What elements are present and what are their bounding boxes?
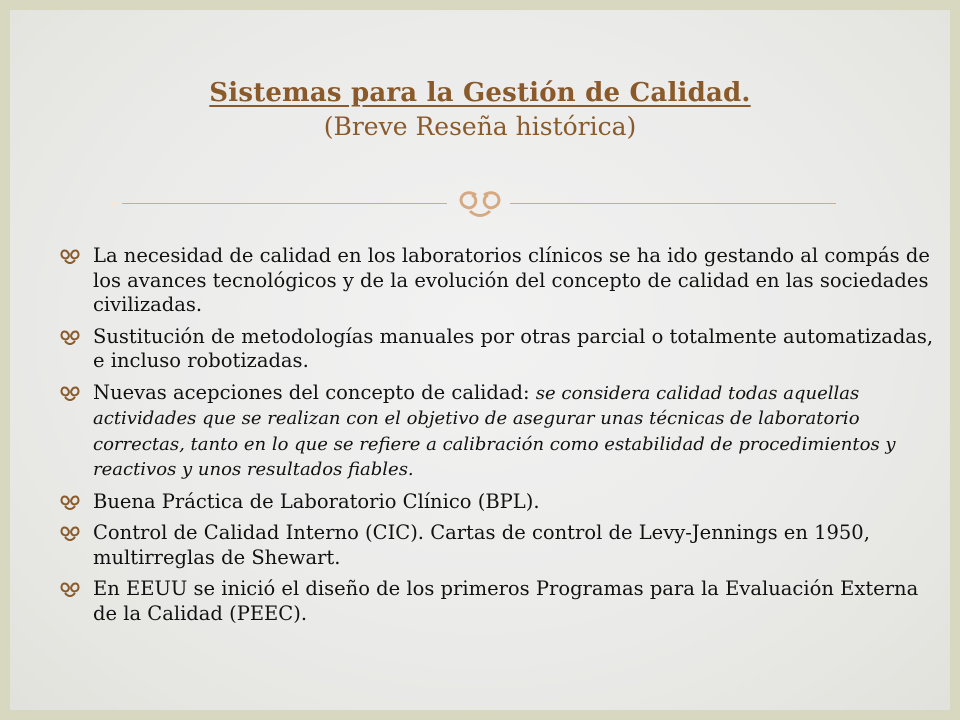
double-loop-bullet-icon	[58, 524, 82, 542]
double-loop-bullet-icon	[58, 328, 82, 346]
list-item	[58, 490, 946, 515]
divider-line-left	[122, 203, 447, 204]
list-item-text: Buena Práctica de Laboratorio Clínico (BPL).	[93, 489, 540, 513]
list-item	[58, 325, 946, 374]
list-item	[58, 577, 946, 626]
page-title: Sistemas para la Gestión de Calidad.	[209, 78, 751, 108]
title-block	[0, 76, 960, 144]
divider-line-right	[510, 203, 836, 204]
list-item-emphasis: se considera calidad todas aquellas actividades que se realizan con el objetivo de asegurar unas técnicas de laboratorio correctas, tanto en lo que se refiere a calibración como estabilidad de procedimientos y reactivos y unos resultados fiables.	[93, 382, 896, 480]
double-loop-bullet-icon	[58, 580, 82, 598]
double-loop-bullet-icon	[58, 247, 82, 265]
list-item-text: Sustitución de metodologías manuales por otras parcial o totalmente automatizadas, e incluso robotizadas.	[93, 324, 934, 372]
bullet-list	[58, 244, 946, 633]
list-item	[58, 381, 946, 483]
list-item-text: Control de Calidad Interno (CIC). Cartas de control de Levy-Jennings en 1950, multirreglas de Shewart.	[93, 521, 870, 569]
double-loop-bullet-icon	[58, 384, 82, 402]
double-loop-bullet-icon	[58, 493, 82, 511]
list-item-text: La necesidad de calidad en los laboratorios clínicos se ha ido gestando al compás de los avances tecnológicos y de la evolución del concepto de calidad en las sociedades civilizadas.	[93, 244, 930, 316]
double-loop-ornament-icon	[452, 183, 508, 225]
list-item-text: Nuevas acepciones del concepto de calidad:	[93, 380, 536, 404]
list-item	[58, 521, 946, 570]
list-item	[58, 244, 946, 318]
page-subtitle: (Breve Reseña histórica)	[323, 112, 637, 141]
list-item-text: En EEUU se inició el diseño de los primeros Programas para la Evaluación Externa de la Calidad (PEEC).	[93, 577, 919, 625]
